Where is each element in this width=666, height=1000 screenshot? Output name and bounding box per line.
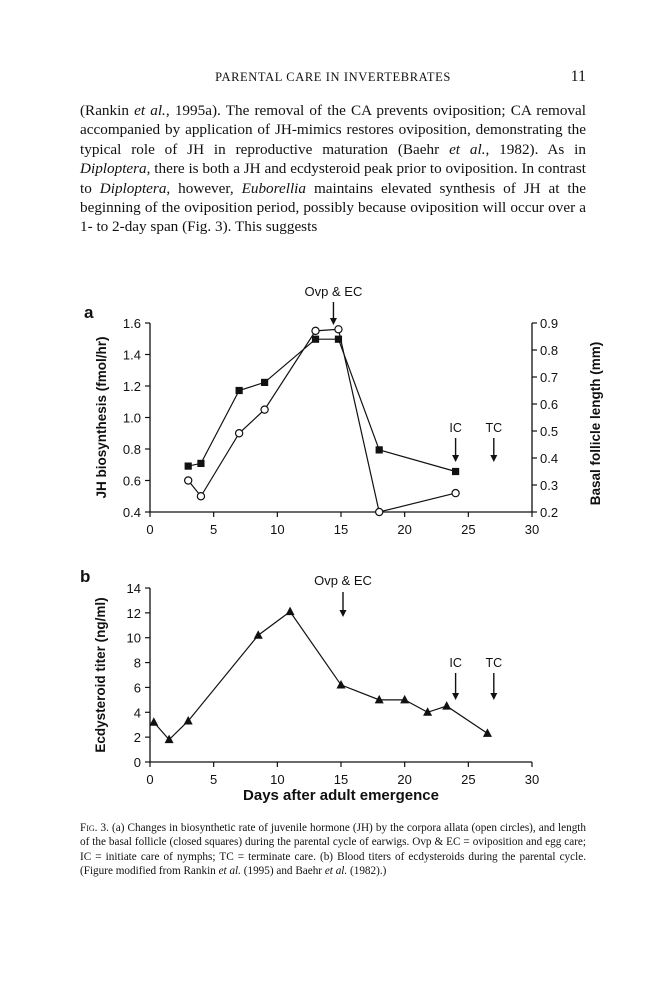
y-axis-label: JH biosynthesis (fmol/hr) [94, 336, 109, 499]
italic-run: Diploptera [80, 160, 147, 178]
y-tick-label: 1.0 [122, 410, 141, 426]
jh-point [185, 477, 192, 484]
ecdysteroid-series-line [154, 612, 488, 740]
follicle-point [376, 446, 383, 453]
y-tick-label: 0.6 [122, 473, 141, 489]
text-run: , 1995a). The removal of the CA prevents oviposition; CA removal accompanied by application of JH-mimics restores oviposition, demonstrating the typical role of JH in reproductive maturation (Baehr [80, 102, 586, 158]
annotation-ovp-ec: Ovp & EC [314, 573, 372, 588]
text-run: (1982).) [347, 865, 387, 878]
y-tick-label: 0 [133, 755, 141, 770]
arrow-ic-head [452, 693, 459, 700]
x-tick-label: 5 [210, 522, 218, 537]
y2-tick-label: 0.6 [540, 397, 559, 412]
x-tick-label: 10 [270, 522, 285, 537]
ecdysteroid-point [483, 728, 492, 737]
arrow-tc-head [490, 455, 497, 462]
y2-axis-label: Basal follicle length (mm) [588, 341, 603, 506]
running-title: PARENTAL CARE IN INVERTEBRATES [215, 70, 451, 84]
x-axis-label: Days after adult emergence [243, 787, 439, 804]
italic-run: Euborellia [241, 179, 306, 197]
jh-point [335, 326, 342, 333]
y-tick-label: 6 [133, 680, 141, 696]
arrow-ovp-ec-head [330, 318, 337, 325]
page-number: 11 [570, 68, 586, 85]
x-tick-label: 30 [524, 522, 540, 537]
y-tick-label: 1.4 [122, 347, 141, 363]
arrow-ic-head [452, 455, 459, 462]
y-tick-label: 4 [133, 705, 141, 721]
jh-point [376, 508, 383, 515]
x-tick-label: 15 [333, 522, 349, 537]
x-tick-label: 10 [270, 772, 285, 787]
follicle-point [335, 336, 342, 343]
text-run: , there is both a JH and ecdysteroid peak prior to oviposition. In contrast to [80, 160, 586, 197]
x-tick-label: 15 [333, 772, 349, 787]
text-run: , however, [166, 179, 242, 197]
annotation-tc: TC [485, 656, 503, 670]
y-tick-label: 14 [126, 581, 141, 596]
ecdysteroid-point [149, 717, 158, 726]
ecdysteroid-point [286, 607, 295, 616]
x-tick-label: 25 [461, 522, 476, 537]
follicle-point [197, 460, 204, 467]
annotation-tc: TC [485, 421, 503, 435]
y2-tick-label: 0.5 [540, 424, 559, 439]
jh-point [261, 406, 268, 413]
jh-point [236, 430, 243, 437]
follicle-point [261, 379, 268, 386]
arrow-ovp-ec-head [340, 610, 347, 617]
follicle-point [185, 463, 192, 470]
y-tick-label: 1.2 [122, 379, 141, 394]
jh-series-line [188, 329, 455, 512]
panel-b-label: b [80, 567, 91, 586]
y2-tick-label: 0.3 [540, 478, 559, 493]
y-tick-label: 0.4 [122, 505, 141, 520]
x-tick-label: 25 [461, 772, 476, 787]
annotation-ic: IC [449, 421, 462, 435]
x-tick-label: 0 [146, 522, 154, 537]
y-tick-label: 12 [126, 605, 141, 621]
y2-tick-label: 0.4 [540, 451, 559, 466]
jh-point [197, 493, 204, 500]
arrow-tc-head [490, 693, 497, 700]
italic-run: et al. [449, 140, 486, 158]
annotation-ic: IC [449, 656, 462, 670]
y-tick-label: 10 [126, 630, 141, 646]
text-run: (Rankin [80, 102, 135, 119]
y-tick-label: 0.8 [122, 442, 141, 457]
y2-tick-label: 0.2 [540, 505, 559, 520]
ecdysteroid-point [254, 630, 263, 639]
panel-a-label: a [84, 303, 94, 322]
figure-caption [80, 821, 586, 879]
italic-run: et al. [324, 865, 348, 878]
italic-run: Diploptera [99, 179, 167, 197]
jh-point [312, 327, 319, 334]
y2-tick-label: 0.8 [540, 343, 559, 358]
follicle-point [236, 387, 243, 394]
panel-b [80, 567, 539, 804]
x-tick-label: 20 [397, 522, 412, 537]
y-tick-label: 2 [133, 730, 141, 746]
follicle-point [312, 336, 319, 343]
y-axis-label: Ecdysteroid titer (ng/ml) [93, 597, 108, 753]
text-run: (1995) and Baehr [240, 865, 325, 878]
italic-run: et al. [218, 865, 241, 878]
text-run: maintains elevated synthesis of JH at the beginning of the oviposition period, possibly because oviposition will occur over a 1- to 2-day span (Fig. 3). This suggests [80, 179, 586, 236]
text-run: (a) Changes in biosynthetic rate of juvenile hormone (JH) by the corpora allata (open circles), and length of the basal follicle (closed squares) during the parental cycle of earwigs. Ovp & EC = oviposition and egg care; IC = initiate care of nymphs; TC = terminate care. (b) Blood titers of ecdysteroids during the parental cycle. (Figure modified from Rankin [80, 822, 586, 878]
jh-point [452, 490, 459, 497]
figure-label: Fig. 3. [80, 822, 109, 834]
y-tick-label: 8 [133, 655, 141, 671]
ecdysteroid-point [442, 701, 451, 710]
x-tick-label: 30 [524, 772, 540, 787]
annotation-ovp-ec: Ovp & EC [304, 284, 363, 299]
panel-a [84, 284, 603, 537]
follicle-point [452, 468, 459, 475]
text-run: , 1982). As in [485, 140, 586, 158]
x-tick-label: 20 [397, 772, 412, 787]
y-tick-label: 1.6 [122, 316, 141, 331]
y2-tick-label: 0.9 [540, 316, 559, 331]
ecdysteroid-point [400, 695, 409, 704]
y2-tick-label: 0.7 [540, 370, 559, 385]
x-tick-label: 0 [146, 772, 154, 787]
x-tick-label: 5 [210, 772, 218, 787]
italic-run: et al. [134, 102, 166, 119]
